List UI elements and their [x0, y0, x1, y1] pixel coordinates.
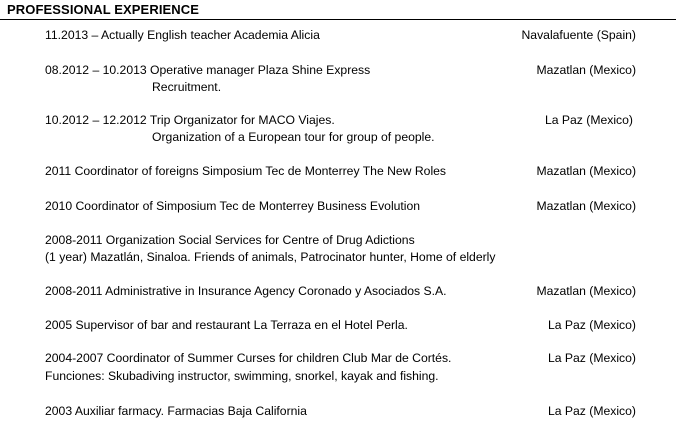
entry-line: 2011 Coordinator of foreigns Simposium Tec de Monterrey The New Roles [45, 164, 447, 178]
entry-line: 2005 Supervisor of bar and restaurant La Terraza en el Hotel Perla. [45, 318, 408, 332]
entry-line: 2008-2011 Administrative in Insurance Agency Coronado y Asociados S.A. [45, 284, 447, 298]
entry-detail: Funciones: Skubadiving instructor, swimming, snorkel, kayak and fishing. [45, 369, 439, 383]
entry-line: 11.2013 – Actually English teacher Academia Alicia [45, 28, 320, 42]
entry-location: La Paz (Mexico) [547, 404, 636, 418]
entry-location: Mazatlan (Mexico) [536, 199, 636, 213]
section-title: PROFESSIONAL EXPERIENCE [7, 2, 200, 17]
entry-line: 2008-2011 Organization Social Services for Centre of Drug Adictions [45, 233, 415, 247]
entry-location: Navalafuente (Spain) [521, 28, 636, 42]
entry-detail: (1 year) Mazatlán, Sinaloa. Friends of animals, Patrocinator hunter, Home of elderly [45, 250, 496, 264]
entry-location: La Paz (Mexico) [547, 318, 636, 332]
entry-line: 08.2012 – 10.2013 Operative manager Plaza Shine Express [45, 63, 371, 77]
entry-location: Mazatlan (Mexico) [536, 164, 636, 178]
entry-location: Mazatlan (Mexico) [536, 284, 636, 298]
entry-detail: Organization of a European tour for group of people. [152, 130, 435, 144]
entry-location: La Paz (Mexico) [544, 113, 633, 127]
entry-line: 2003 Auxiliar farmacy. Farmacias Baja California [45, 404, 307, 418]
section-divider [0, 19, 676, 20]
entry-line: 10.2012 – 12.2012 Trip Organizator for MACO Viajes. [45, 113, 335, 127]
entry-location: Mazatlan (Mexico) [536, 63, 636, 77]
entry-location: La Paz (Mexico) [547, 351, 636, 365]
entry-detail: Recruitment. [152, 80, 222, 94]
entry-line: 2004-2007 Coordinator of Summer Curses for children Club Mar de Cortés. [45, 351, 452, 365]
entry-line: 2010 Coordinator of Simposium Tec de Monterrey Business Evolution [45, 199, 421, 213]
